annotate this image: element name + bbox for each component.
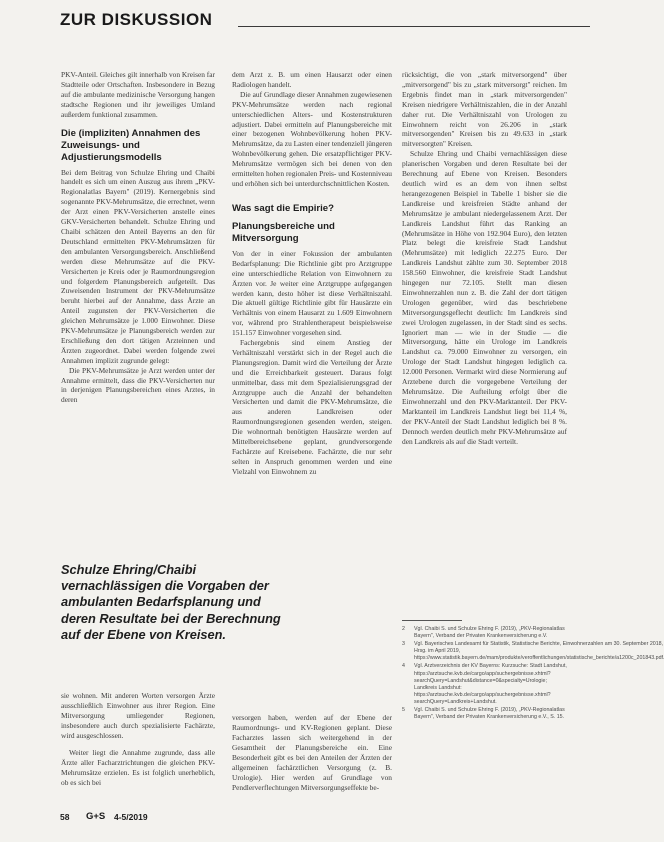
footnote-text: Vgl. Chaibi S. und Schulze Ehring F. (2019), „PKV-Regionalatlas Bayern", Verband der Privaten Krankenversicherung e.V. — [414, 626, 565, 640]
footnotes — [402, 626, 664, 722]
footnote-number: 2 — [402, 626, 405, 632]
page-number: 58 — [60, 812, 70, 822]
column-2 — [232, 70, 392, 477]
column-1-continued — [61, 684, 215, 795]
column-3 — [402, 70, 567, 446]
subheading: Was sagt die Empirie? — [232, 202, 335, 214]
section-title: ZUR DISKUSSION — [60, 10, 213, 29]
paragraph: rücksichtigt, die von „stark mitversorgend" über „mitversorgend" bis zu „stark mitversorgt" reichen. Im Ergebnis findet man in „stark mitversorgenden" Kreisen niedrigere Verhältniszahlen, die in der Anzahl daher rut. Die Verhältniszahl von Urologen zu Einwohnern reicht von 26.206 in „stark mitversorgenden" Kreisen bis zu 49.633 in „stark mitversorgten" Kreisen. — [402, 70, 567, 149]
footnote — [402, 641, 664, 662]
footnote-text: Vgl. Bayerisches Landesamt für Statistik, Statistische Berichte, Einwohnerzahlen am 30. September 2018, Hrsg. im April 2019, https://www.statistik.bayern.de/mam/produkte/veroffentlichungen/statistische_berichte/a1200c_201843.pdf. — [414, 641, 664, 662]
subheading: Die (impliziten) Annahmen des Zuweisungs- und Adjustierungsmodells — [61, 127, 201, 163]
footnote-text: Vgl. Chaibi S. und Schulze Ehring F. (2019), „PKV-Regionalatlas Bayern", Verband der Privaten Krankenversicherung e.V., S. 15. — [414, 707, 565, 721]
paragraph: dem Arzt z. B. um einen Hausarzt oder einen Radiologen handelt. — [232, 70, 392, 89]
paragraph: Von der in einer Fokussion der ambulanten Bedarfsplanung: Die Richtlinie gibt pro Arztgruppe eine unterschiedliche Relation von Einwohnern zu Ärzten vor. Je weiter eine Arztgruppe aufgegangen werden kann, desto höher ist diese Verhältniszahl. Die aktuell gültige Richtlinie gibt für Hausärzte ein Verhältnis von einem Hausarzt zu 1.609 Einwohnern vor, während pro Strahlentherapeut beispielsweise 151.157 Einwohner vorgesehen sind. — [232, 248, 392, 338]
paragraph: Die auf Grundlage dieser Annahmen zugewiesenen PKV-Mehrumsätze werden nach regional unterschiedlichen Alters- und Kostenstrukturen adjustiert. Dabei ermitteln auf Planungsbereiche mit einer bezogenen Wohnbevölkerung hohen PKV-Mehrumsätze, da zu Lasten einer tendenziell jüngeren Wohnbevölkerung gehen. Die ersatzpflichtiger PKV-Mehrumsätze vermögen sich bei denen von den ermittelten hohen regionalen Preis- und Kostenniveau und erhöhen sich bei unterdurchschnittlichen Kosten. — [232, 89, 392, 188]
pull-quote: Schulze Ehring/Chaibi vernachlässigen die Vorgaben der ambulanten Bedarfsplanung und deren Resultate bei der Berechnung auf der Ebene von Kreisen. — [61, 562, 281, 642]
page-header — [60, 8, 590, 34]
paragraph: PKV-Anteil. Gleiches gilt innerhalb von Kreisen far Stadtteile oder Ortschaften. Insbesondere in Bezug auf die ambulante medizinische Versorgung hangen stadtsche Regionen und ihr jeweiliges Umland außerdem funktional zusammen. — [61, 70, 215, 119]
header-rule — [238, 26, 590, 27]
paragraph: Die PKV-Mehrumsätze je Arzt werden unter der Annahme ermittelt, dass die PKV-Versicherten nur in derjenigen Planungsbereichen eines Arztes, in deren — [61, 365, 215, 405]
footnote-number: 3 — [402, 641, 405, 648]
subheading: Planungsbereiche und Mitversorgung — [232, 220, 335, 244]
paragraph: Weiter liegt die Annahme zugrunde, dass alle Ärzte aller Facharztrichtungen die gleichen PKV-Mehrumsätze erzielen. Es ist folglich unerheblich, ob es sich bei — [61, 748, 215, 788]
issue-number: 4-5/2019 — [114, 812, 148, 822]
footnote — [402, 626, 567, 640]
paragraph: versorgen haben, werden auf der Ebene der Raumordnungs- und KV-Regionen geplant. Diese Facharztes lassen sich weitergehend in der Gesamtheit der Planungsbereiche ein. Eine Besonderheit gibt es bei den Anteilen der Ärzten der allgemeinen fachärztlichen Versorgung (z. B. Urologie). Hier werden auf Grundlage von Pendlerverflechtungen Mitversorgungseffekte be- — [232, 713, 392, 792]
footnote — [402, 707, 567, 721]
paragraph: Schulze Ehring und Chaibi vernachlässigen diese planerischen Vorgaben und deren Resultate bei der Berechnung auf Ebene von Kreisen. Besonders deutlich wird es an dem von ihnen selbst herangezogenen Beispiel in Tabelle 1 bisher sie die Landkreise und kreisfreien Städte anhand der Mehrumsätze je ambulant niedergelassenem Arzt. Der Landkreis Landshut führt das Ranking an (Mehrumsätze in Höhe von 192.904 Euro), den letzten Platz belegt die kreisfreie Stadt Landshut (Mehrumsätze) mit lediglich 22.275 Euro. Der Landkreis Landshut zählte zum 30. September 2018 158.560 Einwohner, die kreisfreie Stadt Landshut hingegen nur 72.105. Stellt man diesen Einwohnerzahlen nun z. B. die Zahl der dort tätigen Urologen gegenüber, wird das beschriebene Mitversorgungsgeflecht deutlich: Im Landkreis sind zwei Urologen zugelassen, in der Stadt sind es sechs. Ignoriert man — wie in der Studie — die Mitversorgung, hätte ein Urologe im Landkreis Landshut ca. 79.000 Einwohner zu versorgen, ein Urologe der Stadt Landshut hingegen lediglich ca. 12.000 Personen. Vermarkt wird diese Normierung auf Arztebene durch die vorgegebene Verteilung der Mehrumsätze. Die Aufteilung erfolgt über die Einwohnerzahl und den PKV-Marktanteil. Der PKV-Marktanteil im Landkreis Landshut liegt bei 11,4 %, der PKV-Anteil der Stadt Landshut lediglich bei 8 %. Dennoch werden deutlich mehr PKV-Mehrumsätze auf den Landkreis als auf die Stadt verteilt. — [402, 149, 567, 446]
paragraph: Fachergebnis sind einem Anstieg der Verhältniszahl verstärkt sich in der Regel auch die Planungsregion. Damit wird die Verteilung der Ärzte und die Erreichbarkeit gesteuert. Daraus folgt unmittelbar, dass mit dem Spezialisierungsgrad der Arztgruppe auch die Anzahl der behandelten Versicherten und damit die PKV-Mehrumsätze, die aus anderen Landkreisen oder Raumordnungsregionen gesenden werden, steigen. Die wohnortnah benötigten Hausärzte werden auf Mittelbereichsebene geplant, grundversorgende Fachärzte auf Kreisebene. Fachärzte, die nur sehr selten in Anspruch genommen werden und eine Vielzahl von Einwohnern zu — [232, 338, 392, 476]
paragraph: sie wohnen. Mit anderen Worten versorgen Ärzte ausschließlich Einwohner aus ihrer Region. Eine Mitversorgung umliegender Regionen, insbesondere auch durch spezialisierte Fachärzte, wird ausgeschlossen. — [61, 691, 215, 741]
page-footer — [60, 812, 260, 824]
footnote — [402, 663, 567, 706]
footnote-number: 4 — [402, 663, 405, 670]
column-2-continued — [232, 706, 392, 800]
paragraph: Bei dem Beitrag von Schulze Ehring und Chaibi handelt es sich um einen Auszug aus ihrem „PKV-Regionalatlas Bayern" (2019). Kernergebnis sind sogenannte PKV-Mehrumsätze, die errechnet, wenn der Arzt einen PKV-Versicherten anstelle eines GKV-Versicherten behandelt. Schulze Ehring und Chaibi schätzen den Anteil Bayerns an den für Deutschland ermittelten PKV-Mehrumsätzen für den ambulanten Versorgungsbereich. Anschließend werden diese Mehrumsätze auf die PKV-Versicherten je Kreis oder je Raumordnungsregion und folgerdem Planungsbereich aufgeteilt. Das Zuweisenden Instrument der PKV-Mehrumsätze beruht hierbei auf der Annahme, dass Ärzte an Anteil zugunsten der PKV-Versicherten die gleichen Mehrumsätze je 1.000 Einwohner. Diese PKV-Mehrumsätze je Planungsbereich werden zur Erschließung den dort tätigen Arzteinnen und Ärzten zugeordnet. Dabei werden folgende zwei Annahmen implizit zugrunde gelegt: — [61, 167, 215, 365]
magazine-logo: G+S — [86, 811, 106, 822]
footnote-rule — [402, 620, 462, 621]
footnote-text: Vgl. Arztverzeichnis der KV Bayerns: Kurzsuche: Stadt Landshut, https://arztsuche.kvb.de/cargo/app/suchergebnisse.xhtml?searchQuery=Landshut&distance=0&specialty=Urologie; Landkreis Landshut: https://arztsuche.kvb.de/cargo/app/suchergebnisse.xhtml?searchQuery=Landkreis+Landshut. — [414, 663, 567, 705]
footnote-number: 5 — [402, 707, 405, 714]
column-1 — [61, 70, 215, 405]
